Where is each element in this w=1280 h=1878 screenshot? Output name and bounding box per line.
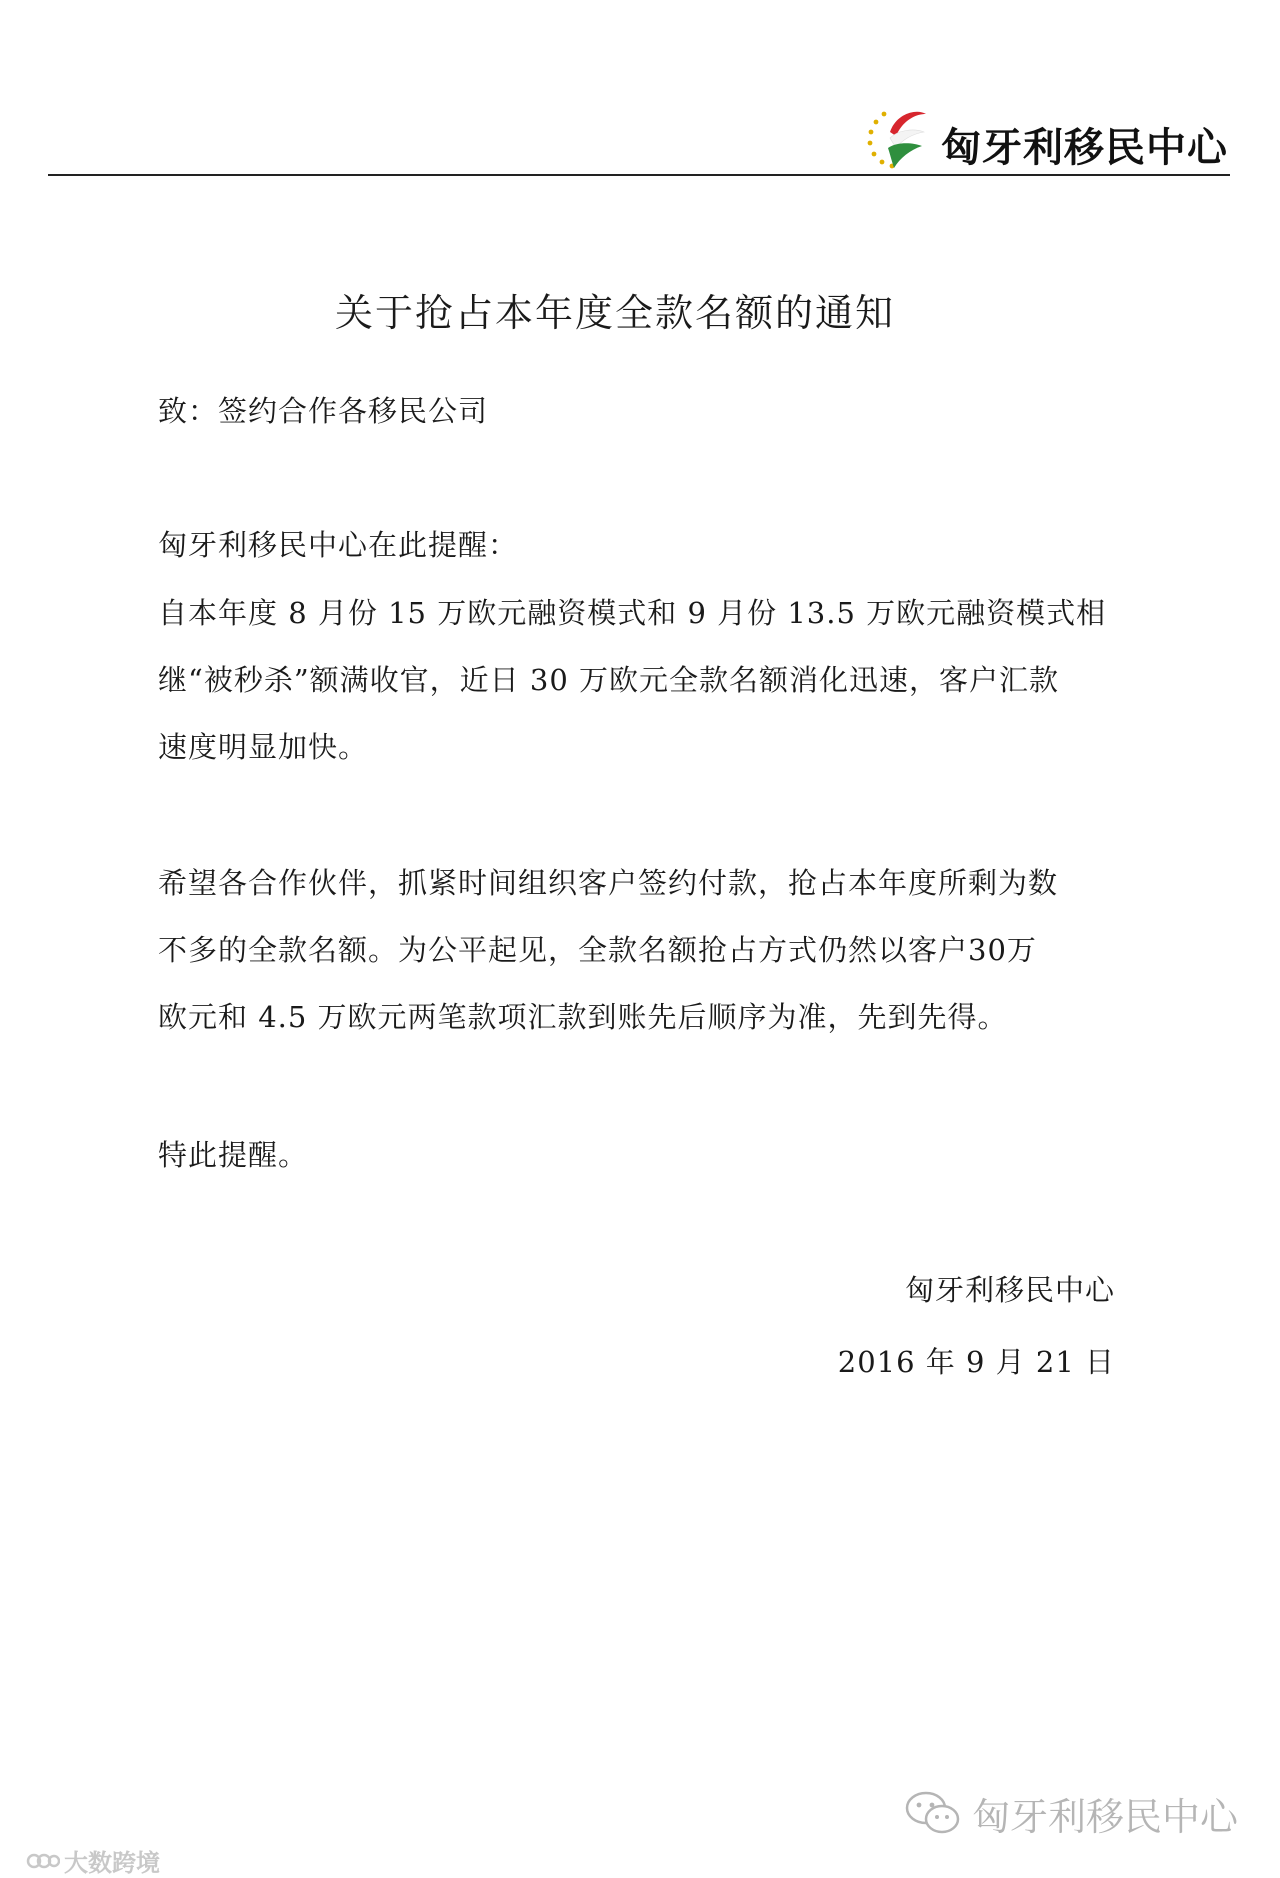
paragraph-2-line: 希望各合作伙伴，抓紧时间组织客户签约付款，抢占本年度所剩为数 [158, 866, 1059, 900]
signature-org: 匈牙利移民中心 [904, 1273, 1115, 1307]
salutation [158, 378, 1118, 445]
letterhead [48, 92, 1228, 174]
salutation-line: 致：签约合作各移民公司 [158, 394, 489, 428]
wechat-watermark-text: 匈牙利移民中心 [971, 1794, 1238, 1839]
paragraph-1-line: 自本年度 8 月份 15 万欧元融资模式和 9 月份 13.5 万欧元融资模式相 [158, 596, 1107, 630]
paragraph-1 [158, 580, 1118, 781]
closing [158, 1122, 1118, 1189]
site-logo-icon [26, 1849, 60, 1873]
closing-line: 特此提醒。 [158, 1138, 309, 1172]
document-title: 关于抢占本年度全款名额的通知 [334, 291, 895, 335]
site-watermark [26, 1843, 160, 1878]
paragraph-1-line: 速度明显加快。 [158, 730, 369, 764]
paragraph-2 [158, 850, 1118, 1051]
site-watermark-text: 大数跨境 [64, 1849, 160, 1877]
hungary-flag-eu-stars-logo-icon [866, 102, 928, 170]
reminder-intro [158, 512, 1118, 579]
signature-date: 2016 年 9 月 21 日 [837, 1345, 1115, 1379]
header-divider [48, 174, 1230, 176]
wechat-watermark [904, 1788, 1238, 1838]
paragraph-2-line: 欧元和 4.5 万欧元两笔款项汇款到账先后顺序为准，先到先得。 [158, 1000, 1008, 1034]
paragraph-2-line: 不多的全款名额。为公平起见，全款名额抢占方式仍然以客户30万 [158, 933, 1037, 967]
letterhead-org-name: 匈牙利移民中心 [941, 125, 1228, 171]
paragraph-1-line: 继“被秒杀”额满收官，近日 30 万欧元全款名额消化迅速，客户汇款 [158, 663, 1059, 697]
reminder-line: 匈牙利移民中心在此提醒： [158, 528, 519, 562]
wechat-icon [904, 1788, 962, 1838]
